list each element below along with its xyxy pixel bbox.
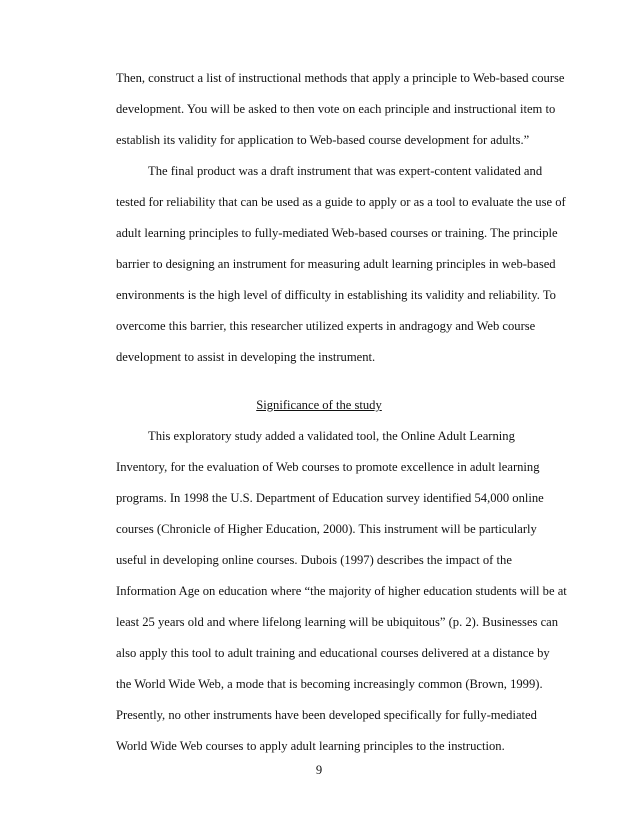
paragraph-2-line-7: development to assist in developing the instrument. (116, 350, 376, 364)
paragraph-1-line-2: development. You will be asked to then vote on each principle and instructional item to (116, 102, 556, 116)
paragraph-3-line-9: the World Wide Web, a mode that is becoming increasingly common (Brown, 1999). (116, 677, 543, 691)
paragraph-2-line-5: environments is the high level of difficulty in establishing its validity and reliability. To (116, 288, 556, 302)
paragraph-2-line-2: tested for reliability that can be used as a guide to apply or as a tool to evaluate the use of (116, 195, 566, 209)
paragraph-2-line-6: overcome this barrier, this researcher utilized experts in andragogy and Web course (116, 319, 536, 333)
paragraph-1-line-1: Then, construct a list of instructional methods that apply a principle to Web-based course (116, 71, 565, 85)
paragraph-1-line-3: establish its validity for application to Web-based course development for adults.” (116, 133, 530, 147)
paragraph-3-line-10: Presently, no other instruments have been developed specifically for fully-mediated (116, 708, 537, 722)
paragraph-3-line-7: least 25 years old and where lifelong learning will be ubiquitous” (p. 2). Businesses can (116, 615, 559, 629)
paragraph-3-line-1: This exploratory study added a validated tool, the Online Adult Learning (148, 429, 515, 443)
section-heading (0, 397, 638, 413)
paragraph-2-line-1: The final product was a draft instrument that was expert-content validated and (148, 164, 543, 178)
paragraph-3-line-4: courses (Chronicle of Higher Education, 2000). This instrument will be particularly (116, 522, 537, 536)
section-heading-text: Significance of the study (256, 398, 382, 412)
paragraph-3-line-8: also apply this tool to adult training and educational courses delivered at a distance by (116, 646, 550, 660)
paragraph-3-line-3: programs. In 1998 the U.S. Department of Education survey identified 54,000 online (116, 491, 544, 505)
paragraph-3-line-2: Inventory, for the evaluation of Web courses to promote excellence in adult learning (116, 460, 540, 474)
paragraph-3-line-11: World Wide Web courses to apply adult learning principles to the instruction. (116, 739, 505, 753)
paragraph-2-line-3: adult learning principles to fully-mediated Web-based courses or training. The principle (116, 226, 558, 240)
paragraph-2-line-4: barrier to designing an instrument for measuring adult learning principles in web-based (116, 257, 556, 271)
page-number: 9 (315, 763, 323, 777)
paragraph-3-line-5: useful in developing online courses. Dubois (1997) describes the impact of the (116, 553, 512, 567)
paragraph-3-line-6: Information Age on education where “the majority of higher education students will be at (116, 584, 567, 598)
